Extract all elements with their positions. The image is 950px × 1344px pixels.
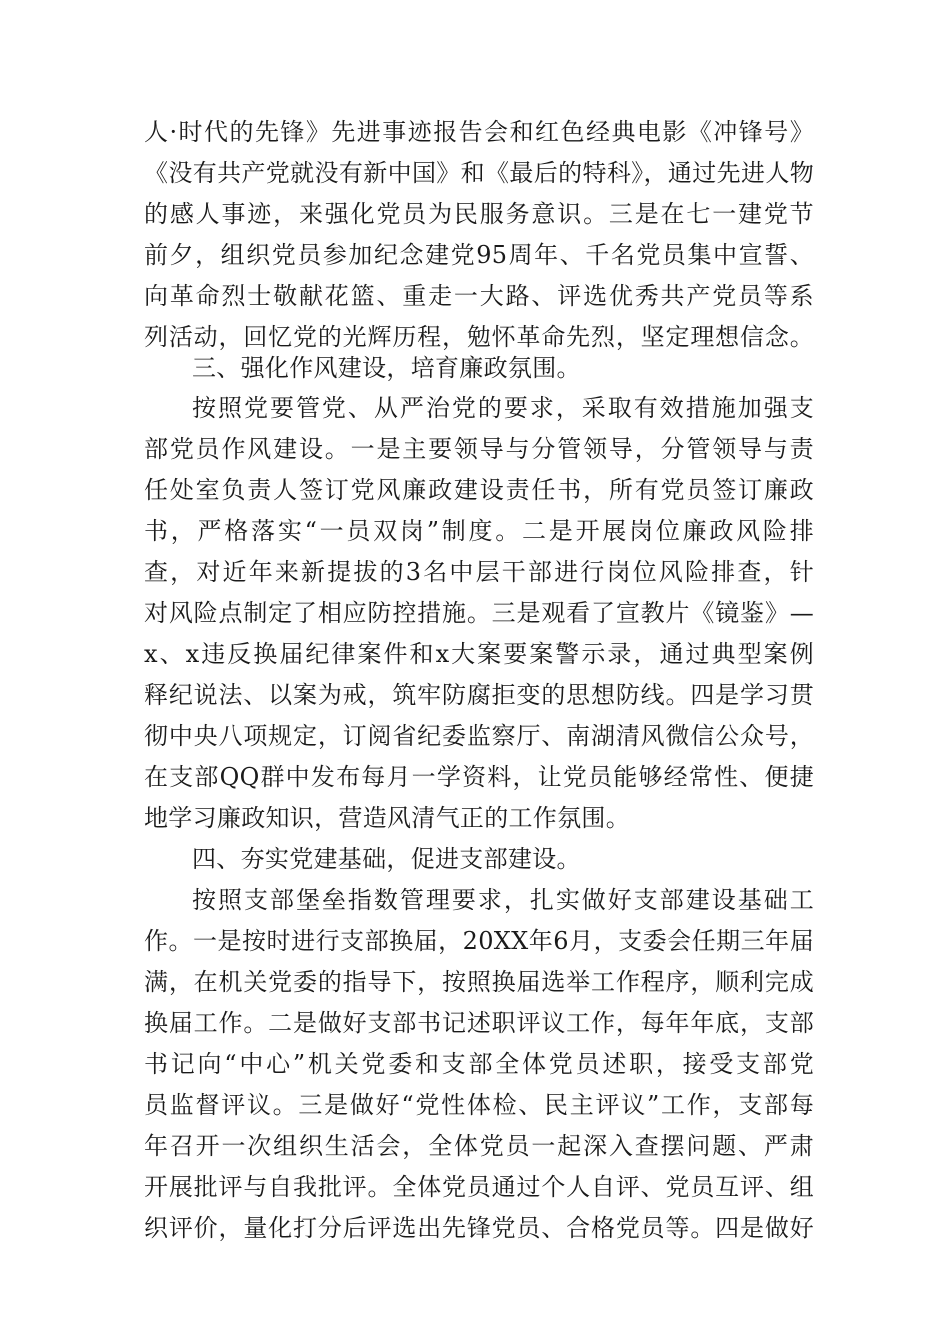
text-line: 前夕，组织党员参加纪念建党95周年、千名党员集中宣誓、	[144, 241, 814, 269]
text-line: 列活动，回忆党的光辉历程，勉怀革命先烈，坚定理想信念。	[144, 323, 814, 351]
paragraph-first-line: 按照支部堡垒指数管理要求，扎实做好支部建设基础工	[192, 886, 814, 914]
paragraph-first-line: 按照党要管党、从严治党的要求，采取有效措施加强支	[192, 394, 814, 422]
text-line: 换届工作。二是做好支部书记述职评议工作，每年年底，支部	[144, 1009, 814, 1037]
section-heading: 三、强化作风建设，培育廉政氛围。	[192, 354, 581, 382]
text-line: 开展批评与自我批评。全体党员通过个人自评、党员互评、组	[144, 1173, 814, 1201]
text-line: 的感人事迹，来强化党员为民服务意识。三是在七一建党节	[144, 200, 814, 228]
text-line: 释纪说法、以案为戒，筑牢防腐拒变的思想防线。四是学习贯	[144, 681, 814, 709]
text-line: 彻中央八项规定，订阅省纪委监察厅、南湖清风微信公众号，	[144, 722, 814, 750]
text-line: 任处室负责人签订党风廉政建设责任书，所有党员签订廉政	[144, 476, 814, 504]
text-line: 《没有共产党就没有新中国》和《最后的特科》，通过先进人物	[144, 159, 814, 187]
text-line: 查，对近年来新提拔的3名中层干部进行岗位风险排查，针	[144, 558, 814, 586]
text-line: 对风险点制定了相应防控措施。三是观看了宣教片《镜鉴》—	[144, 599, 814, 627]
text-line: 书，严格落实“一员双岗”制度。二是开展岗位廉政风险排	[144, 517, 814, 545]
section-heading: 四、夯实党建基础，促进支部建设。	[192, 845, 581, 873]
text-line: 地学习廉政知识，营造风清气正的工作氛围。	[144, 804, 630, 832]
text-line: 年召开一次组织生活会，全体党员一起深入查摆问题、严肃	[144, 1132, 814, 1160]
text-line: x、x违反换届纪律案件和x大案要案警示录，通过典型案例	[144, 640, 814, 668]
text-line: 在支部QQ群中发布每月一学资料，让党员能够经常性、便捷	[144, 763, 814, 791]
text-line: 人·时代的先锋》先进事迹报告会和红色经典电影《冲锋号》	[144, 118, 814, 146]
text-line: 织评价，量化打分后评选出先锋党员、合格党员等。四是做好	[144, 1214, 814, 1242]
text-line: 满，在机关党委的指导下，按照换届选举工作程序，顺利完成	[144, 968, 814, 996]
text-line: 向革命烈士敬献花篮、重走一大路、评选优秀共产党员等系	[144, 282, 814, 310]
text-line: 作。一是按时进行支部换届，20XX年6月，支委会任期三年届	[144, 927, 814, 955]
text-line: 部党员作风建设。一是主要领导与分管领导，分管领导与责	[144, 435, 814, 463]
text-line: 员监督评议。三是做好“党性体检、民主评议”工作，支部每	[144, 1091, 814, 1119]
text-line: 书记向“中心”机关党委和支部全体党员述职，接受支部党	[144, 1050, 814, 1078]
